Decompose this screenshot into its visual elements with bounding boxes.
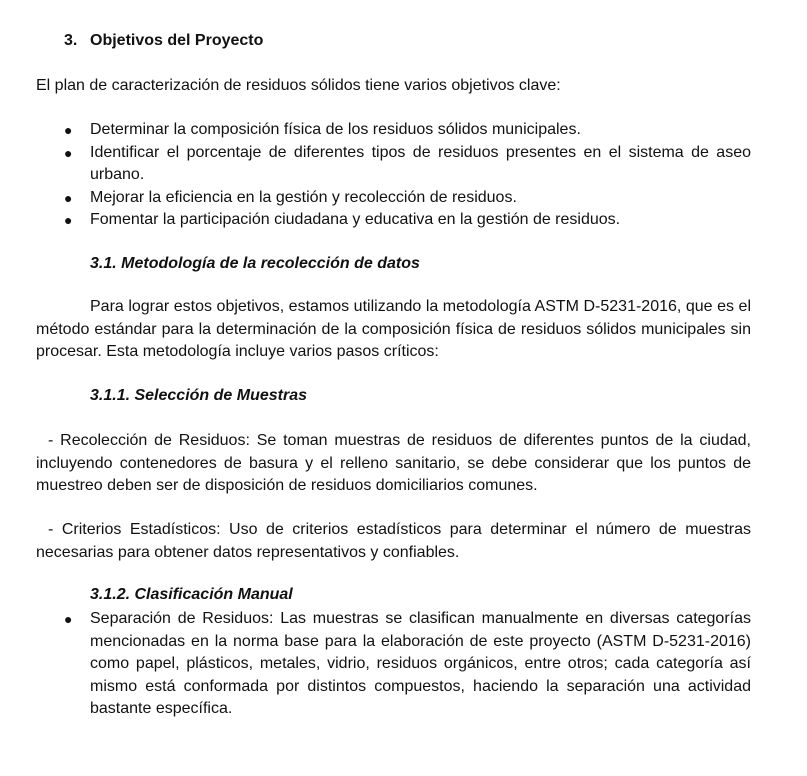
section-3-1-1-heading: 3.1.1. Selección de Muestras bbox=[90, 387, 307, 404]
classification-text: Separación de Residuos: Las muestras se clasifican manualmente en diversas categorías mencionadas en la norma base para la elaboración de este proyecto (ASTM D-5231-2016) como papel, plásticos, metales, vidrio, residuos orgánicos, entre otros; cada categoría así mismo está conformada por distintos compuestos, haciendo la separación una actividad bastante específica. bbox=[90, 610, 751, 717]
bullet-icon: ● bbox=[64, 122, 73, 138]
bullet-icon: ● bbox=[64, 212, 73, 228]
section-3-number: 3. bbox=[64, 32, 78, 49]
objective-text: Fomentar la participación ciudadana y educativa en la gestión de residuos. bbox=[90, 211, 621, 228]
section-3-1-heading: 3.1. Metodología de la recolección de datos bbox=[90, 255, 420, 272]
sampling-item-statistics: - Criterios Estadísticos: Uso de criterios estadísticos para determinar el número de muestras necesarias para obtener datos representativos y confiables. bbox=[36, 521, 751, 561]
list-item bbox=[36, 119, 751, 142]
section-3-1-paragraph: Para lograr estos objetivos, estamos utilizando la metodología ASTM D-5231-2016, que es el método estándar para la determinación de la composición física de residuos sólidos municipales sin procesar. Esta metodología incluye varios pasos críticos: bbox=[36, 298, 751, 360]
classification-list bbox=[36, 608, 751, 721]
list-item bbox=[36, 608, 751, 721]
list-item bbox=[36, 142, 751, 187]
sampling-item-collection: - Recolección de Residuos: Se toman muestras de residuos de diferentes puntos de la ciudad, incluyendo contenedores de basura y el relleno sanitario, se debe considerar que los puntos de muestreo deben ser de disposición de residuos domiciliarios comunes. bbox=[36, 432, 751, 494]
bullet-icon: ● bbox=[64, 144, 73, 161]
objective-text: Identificar el porcentaje de diferentes tipos de residuos presentes en el sistema de aseo urbano. bbox=[90, 143, 751, 183]
objectives-list bbox=[36, 119, 751, 232]
bullet-icon: ● bbox=[64, 611, 73, 627]
list-item bbox=[36, 209, 751, 232]
section-3-1-2-heading: 3.1.2. Clasificación Manual bbox=[90, 586, 293, 603]
bullet-icon: ● bbox=[64, 189, 73, 206]
list-item bbox=[36, 187, 751, 210]
section-3-intro: El plan de caracterización de residuos sólidos tiene varios objetivos clave: bbox=[36, 77, 561, 94]
section-3-title: Objetivos del Proyecto bbox=[90, 32, 264, 49]
section-3-heading bbox=[64, 32, 263, 50]
objective-text: Mejorar la eficiencia en la gestión y recolección de residuos. bbox=[90, 188, 517, 206]
objective-text: Determinar la composición física de los residuos sólidos municipales. bbox=[90, 121, 581, 138]
